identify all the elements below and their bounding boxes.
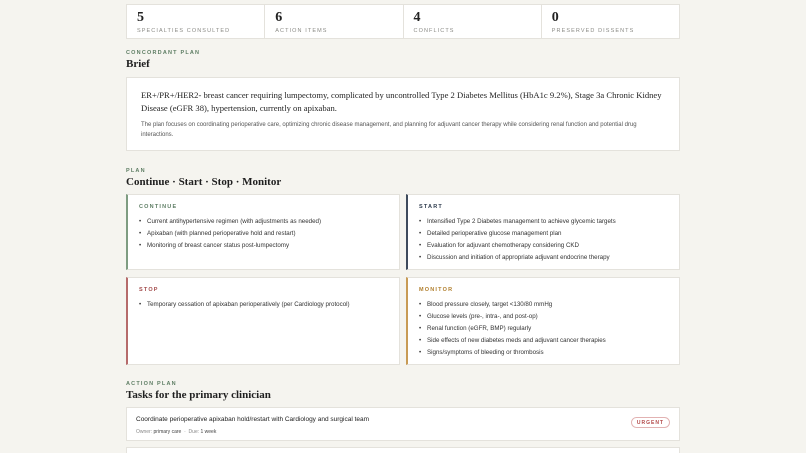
start-list xyxy=(419,216,668,264)
continue-title: CONTINUE xyxy=(139,204,178,210)
owner-value: primary care xyxy=(153,429,182,435)
stop-title: STOP xyxy=(139,287,159,293)
continue-card xyxy=(126,194,400,270)
stop-card xyxy=(126,277,400,365)
brief-lead: ER+/PR+/HER2- breast cancer requiring lumpectomy, complicated by uncontrolled Type 2 Diabetes Mellitus (HbA1c 9.2%), Stage 3a Chronic Kidney Disease (eGFR 38), hypertension, currently on apixaban. xyxy=(141,90,662,113)
list-item: • Apixaban (with planned perioperative hold and restart) xyxy=(139,228,388,240)
brief-card xyxy=(126,77,680,151)
task-card[interactable] xyxy=(126,407,680,441)
list-item: • Current antihypertensive regimen (with adjustments as needed) xyxy=(139,216,388,228)
meta-separator: · xyxy=(182,429,189,435)
list-item: • Monitoring of breast cancer status post-lumpectomy xyxy=(139,240,388,252)
start-card xyxy=(406,194,680,270)
action-plan-title: Tasks for the primary clinician xyxy=(126,389,271,401)
stop-list xyxy=(139,299,388,311)
owner-label: Owner: xyxy=(136,429,153,435)
stat-action-items xyxy=(265,5,403,38)
brief-title: Brief xyxy=(126,58,150,70)
task-meta xyxy=(136,429,670,435)
stat-label: SPECIALTIES CONSULTED xyxy=(137,28,231,34)
stat-label: PRESERVED DISSENTS xyxy=(551,28,635,34)
list-item: • Detailed perioperative glucose management plan xyxy=(419,228,668,240)
brief-summary: The plan focuses on coordinating perioperative care, optimizing chronic disease management, and planning for adjuvant cancer therapy while considering renal function and potential drug interactions. xyxy=(141,122,637,138)
list-item: • Evaluation for adjuvant chemotherapy considering CKD xyxy=(419,240,668,252)
action-plan-eyebrow: ACTION PLAN xyxy=(126,381,177,387)
plan-title: Continue · Start · Stop · Monitor xyxy=(126,176,282,188)
list-item: • Glucose levels (pre-, intra-, and post-op) xyxy=(419,311,668,323)
stat-label: CONFLICTS xyxy=(413,28,455,34)
due-value: 1 week xyxy=(200,429,217,435)
stat-value: 0 xyxy=(551,10,559,25)
due-label: Due: xyxy=(188,429,200,435)
brief-eyebrow: CONCORDANT PLAN xyxy=(126,50,201,56)
list-item: • Renal function (eGFR, BMP) regularly xyxy=(419,323,668,335)
stat-dissents xyxy=(542,5,679,38)
start-title: START xyxy=(419,204,443,210)
stat-conflicts xyxy=(404,5,542,38)
task-card[interactable] xyxy=(126,447,680,453)
list-item: • Temporary cessation of apixaban perioperatively (per Cardiology protocol) xyxy=(139,299,388,311)
continue-list xyxy=(139,216,388,252)
stats-bar xyxy=(126,4,680,39)
monitor-title: MONITOR xyxy=(419,287,454,293)
stat-value: 5 xyxy=(137,10,144,25)
stat-value: 6 xyxy=(275,10,283,25)
list-item: • Side effects of new diabetes meds and adjuvant cancer therapies xyxy=(419,335,668,347)
plan-eyebrow: PLAN xyxy=(126,168,146,174)
list-item: • Blood pressure closely, target <130/80 mmHg xyxy=(419,299,668,311)
list-item: • Intensified Type 2 Diabetes management to achieve glycemic targets xyxy=(419,216,668,228)
stat-value: 4 xyxy=(413,10,421,25)
urgent-badge: URGENT xyxy=(631,417,670,428)
list-item: • Discussion and initiation of appropriate adjuvant endocrine therapy xyxy=(419,252,668,264)
monitor-list xyxy=(419,299,668,359)
monitor-card xyxy=(406,277,680,365)
stat-specialties xyxy=(127,5,265,38)
task-title: Coordinate perioperative apixaban hold/restart with Cardiology and surgical team xyxy=(136,416,370,423)
list-item: • Signs/symptoms of bleeding or thrombosis xyxy=(419,347,668,359)
stat-label: ACTION ITEMS xyxy=(275,28,328,34)
